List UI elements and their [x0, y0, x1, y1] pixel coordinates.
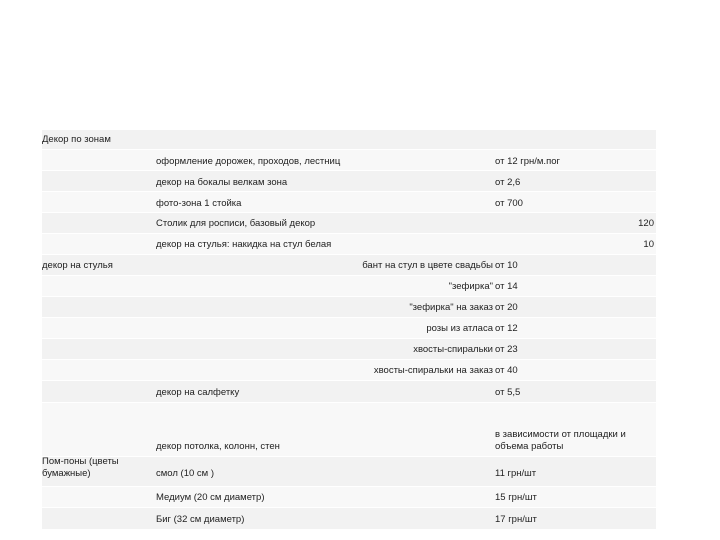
item-name: бант на стул в цвете свадьбы — [362, 260, 493, 271]
section-label: Пом-поны (цветы — [42, 456, 119, 467]
item-name: Биг (32 см диаметр) — [156, 514, 245, 525]
item-price: от 40 — [495, 365, 518, 376]
table-row — [42, 360, 656, 381]
table-row — [42, 255, 656, 276]
table-row — [42, 171, 656, 192]
item-name: Столик для росписи, базовый декор — [156, 218, 316, 229]
section-label: Декор по зонам — [42, 134, 111, 145]
table-row — [42, 403, 656, 457]
item-price: от 23 — [495, 344, 518, 355]
item-price: от 700 — [495, 198, 523, 209]
item-name: смол (10 см ) — [156, 468, 214, 479]
table-row — [42, 297, 656, 318]
table-row — [42, 276, 656, 297]
price-table — [42, 130, 656, 530]
table-row — [42, 339, 656, 360]
item-price: от 12 — [495, 323, 518, 334]
item-price: 17 грн/шт — [495, 514, 537, 525]
item-price: от 20 — [495, 302, 518, 313]
item-price: от 10 — [495, 260, 518, 271]
section-label: бумажные) — [42, 468, 91, 479]
table-row — [42, 508, 656, 530]
item-name: "зефирка" на заказ — [409, 302, 493, 313]
item-name: "зефирка" — [448, 281, 493, 292]
table-row — [42, 457, 656, 487]
item-price: в зависимости от площадки и — [495, 429, 626, 440]
table-row — [42, 487, 656, 508]
item-name: оформление дорожек, проходов, лестниц — [156, 156, 341, 167]
table-row — [42, 381, 656, 403]
table-row — [42, 213, 656, 234]
item-price: 120 — [638, 218, 654, 229]
item-name: Медиум (20 см диаметр) — [156, 492, 265, 503]
table-row — [42, 150, 656, 171]
table-row — [42, 234, 656, 255]
item-price: объема работы — [495, 441, 564, 452]
item-name: хвосты-спиральки — [413, 344, 493, 355]
item-name: декор на бокалы велкам зона — [156, 177, 288, 188]
section-label: декор на стулья — [42, 260, 113, 271]
item-price: от 5,5 — [495, 387, 521, 398]
item-price: 10 — [643, 239, 654, 250]
item-name: розы из атласа — [426, 323, 493, 334]
item-price: от 14 — [495, 281, 518, 292]
item-price: от 2,6 — [495, 177, 521, 188]
item-price: от 12 грн/м.пог — [495, 156, 560, 167]
item-price: 11 грн/шт — [495, 468, 537, 479]
table-row — [42, 130, 656, 150]
item-name: декор на стулья: накидка на стул белая — [156, 239, 332, 250]
item-name: фото-зона 1 стойка — [156, 198, 242, 209]
item-name: хвосты-спиральки на заказ — [373, 365, 493, 376]
table-row — [42, 192, 656, 213]
item-price: 15 грн/шт — [495, 492, 537, 503]
item-name: декор на салфетку — [156, 387, 240, 398]
item-name: декор потолка, колонн, стен — [156, 441, 280, 452]
table-row — [42, 318, 656, 339]
